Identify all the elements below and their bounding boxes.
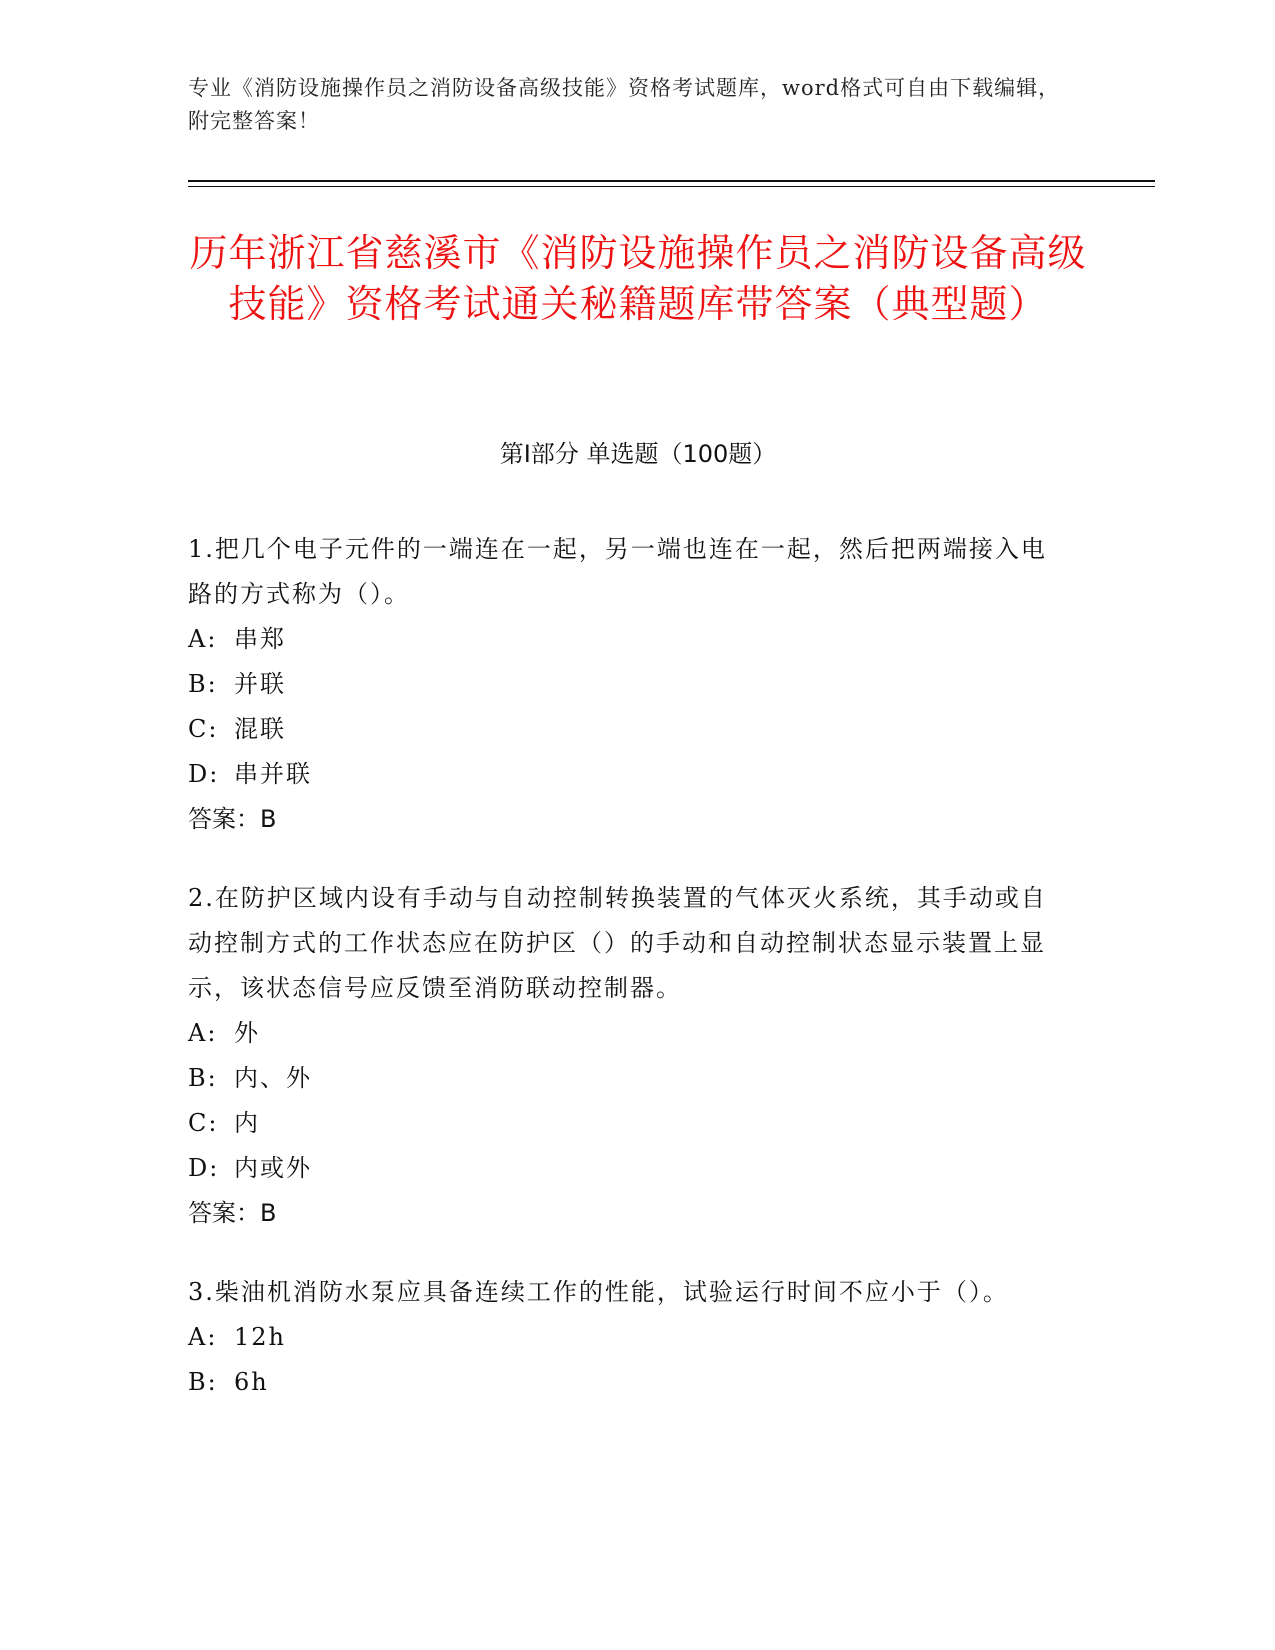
option-text: 内	[234, 1109, 260, 1137]
section-heading: 第I部分 单选题（100题）	[499, 440, 777, 468]
question-2	[188, 876, 1068, 1236]
answer-line: 答案：B	[188, 805, 277, 833]
question-3	[188, 1270, 1068, 1405]
option-text: 混联	[234, 715, 286, 743]
option-c	[188, 1101, 1068, 1146]
option-key: B:	[188, 1368, 218, 1396]
option-text: 串并联	[234, 760, 312, 788]
question-list	[188, 527, 1068, 1439]
option-a	[188, 1011, 1068, 1056]
option-text: 外	[234, 1019, 260, 1047]
option-key: A:	[188, 1323, 218, 1351]
option-text: 串郑	[234, 625, 286, 653]
answer-line: 答案：B	[188, 1199, 277, 1227]
option-key: D:	[188, 760, 220, 788]
header-note: 专业《消防设施操作员之消防设备高级技能》资格考试题库，word格式可自由下载编辑，附完整答案！	[188, 76, 1061, 133]
option-key: C:	[188, 1109, 219, 1137]
option-b	[188, 1056, 1068, 1101]
option-d	[188, 752, 1068, 797]
question-1	[188, 527, 1068, 842]
option-b	[188, 662, 1068, 707]
option-key: D:	[188, 1154, 220, 1182]
option-a	[188, 617, 1068, 662]
option-text: 内或外	[234, 1154, 312, 1182]
option-text: 内、外	[234, 1064, 312, 1092]
option-d	[188, 1146, 1068, 1191]
option-text: 并联	[234, 670, 286, 698]
question-text: 3.柴油机消防水泵应具备连续工作的性能，试验运行时间不应小于（）。	[188, 1278, 1009, 1306]
option-b	[188, 1360, 1068, 1405]
header-divider-thin	[188, 186, 1155, 187]
option-key: A:	[188, 1019, 218, 1047]
option-key: C:	[188, 715, 219, 743]
option-text: 6h	[234, 1368, 269, 1396]
option-a	[188, 1315, 1068, 1360]
option-key: B:	[188, 1064, 218, 1092]
question-text: 2.在防护区域内设有手动与自动控制转换装置的气体灭火系统，其手动或自动控制方式的工作状态应在防护区（）的手动和自动控制状态显示装置上显示，该状态信号应反馈至消防联动控制器。	[188, 884, 1047, 1002]
document-title: 历年浙江省慈溪市《消防设施操作员之消防设备高级技能》资格考试通关秘籍题库带答案（典型题）	[189, 231, 1087, 326]
option-text: 12h	[234, 1323, 286, 1351]
option-c	[188, 707, 1068, 752]
question-text: 1.把几个电子元件的一端连在一起，另一端也连在一起，然后把两端接入电路的方式称为（）。	[188, 535, 1047, 608]
header-divider-thick	[188, 180, 1155, 182]
option-key: B:	[188, 670, 218, 698]
option-key: A:	[188, 625, 218, 653]
